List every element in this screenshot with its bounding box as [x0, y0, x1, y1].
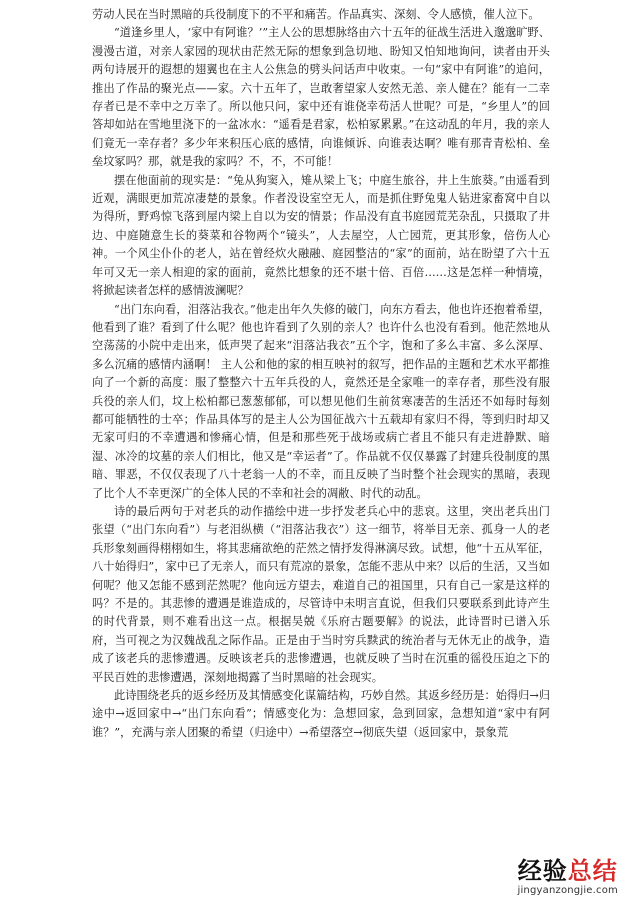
paragraph-2: “道逢乡里人，‘家中有阿谁？’”主人公的思想脉络由六十五年的征战生活进入邈邈旷野、漫漫古道，对亲人家园的现状由茫然无际的想象到急切地、盼知又怕知地询问，读者由开头两句诗展开的遐想的翅翼也在主人公焦急的劈头问话声中收束。一句“家中有阿谁”的追问，推出了作品的聚光点——家。六十五年了，岂敢奢望家人安然无恙、亲人健在？能有一二幸存者已是不幸中之万幸了。所以他只问，家中还有谁侥幸苟活人世呢？可是，“乡里人”的回答却如站在雪地里浇下的一盆冰水：“遥看是君家，松柏冢累累。”在这动乱的年月，我的亲人们竟无一幸存者？多少年来积压心底的感情，向谁倾诉、向谁表达啊？唯有那青青松柏、垒垒坟冢吗？那，就是我的家吗？不，不，不可能！ — [92, 26, 550, 169]
paragraph-3: 摆在他面前的现实是：“兔从狗窦入，雉从梁上飞；中庭生旅谷，井上生旅葵。”由遥看到近观，满眼更加荒凉凄楚的景象。作者没设室空无人，而是抓住野兔鬼人钻进家畜窝中自以为得所，野鸡惊飞落到屋内梁上自以为安的情景；作品没有直书庭园荒芜杂乱，只摄取了井边、中庭随意生长的葵菜和谷物两个“镜头”，人去屋空，人亡园荒，更其形象，倍伤人心神。一个风尘仆仆的老人，站在曾经炊火融融、庭园整洁的“家”的面前，站在盼望了六十五年可又无一亲人相迎的家的面前，竟然比想象的还不堪十倍、百倍……这是怎样一种情境，将掀起读者怎样的感情波澜呢？ — [92, 173, 550, 298]
paragraph-5: 诗的最后两句于对老兵的动作描绘中进一步抒发老兵心中的悲哀。这里，突出老兵出门张望（“出门东向看”）与老泪纵横（“泪落沾我衣”）这一细节，将举目无亲、孤身一人的老兵形象刻画得栩栩如生，将其悲痛欲绝的茫然之情抒发得淋漓尽致。试想，他“十五从军征，八十始得归”，家中已了无亲人，而只有荒凉的景象，怎能不悲从中来？以后的生活，又当如何呢？他又怎能不感到茫然呢？他向远方望去，难道自己的祖国里，只有自己一家是这样的吗？不是的。其悲惨的遭遇是谁造成的，尽管诗中未明言直说，但我们只要联系到此诗产生的时代背景，则不难看出这一点。根据吴兢《乐府古题要解》的说法，此诗晋时已谱入乐府，当可视之为汉魏战乱之际作品。正是由于当时穷兵黩武的统治者与无休无止的战争，造成了该老兵的悲惨遭遇。反映该老兵的悲惨遭遇，也就反映了当时在沉重的徭役压迫之下的平民百姓的悲惨遭遇，深刻地揭露了当时黑暗的社会现实。 — [92, 504, 550, 684]
watermark-url: jingyanzongjie.com — [517, 885, 618, 896]
paragraph-6: 此诗围绕老兵的返乡经历及其情感变化谋篇结构，巧妙自然。其返乡经历是：始得归→归途中→返回家中→“出门东向看”；情感变化为：急想回家，急到回家，急想知道“家中有阿谁？”，充满与亲人团聚的希望（归途中）→希望落空→彻底失望（返回家中，景象荒 — [92, 689, 550, 739]
document-body — [92, 6, 550, 742]
watermark-brand — [517, 857, 618, 885]
paragraph-4: “出门东向看，泪落沾我衣。”他走出年久失修的破门，向东方看去，他也许还抱着希望，他看到了谁？看到了什么呢？他也许看到了久别的亲人？也许什么也没有看到。他茫然地从空荡荡的小院中走出来，低声哭了起来“泪落沾我衣”五个字，饱和了多么丰富、多么深厚、多么沉痛的感情内涵啊！ 主人公和他的家的相互映衬的叙写，把作品的主题和艺术水平都推向了一个新的高度：服了整整六十五年兵役的人，竟然还是全家唯一的幸存者，那些没有服兵役的亲人们，坟上松柏都已葱葱郁郁，可以想见他们生前贫寒凄苦的生活还不如每时每刻都可能牺牲的士卒；作品具体写的是主人公为国征战六十五载却有家归不得，等到归时却又无家可归的不幸遭遇和惨痛心情，但是和那些死于战场或病亡者且不能只有走进静默、暗湿、冰冷的坟墓的亲人们相比，他又是“幸运者”了。作品就不仅仅暴露了封建兵役制度的黑暗、罪恶，不仅仅表现了八十老翁一人的不幸，而且反映了当时整个社会现实的黑暗，表现了比个人不幸更深广的全体人民的不幸和社会的凋敝、时代的动乱。 — [92, 302, 550, 500]
paragraph-1: 劳动人民在当时黑暗的兵役制度下的不平和痛苦。作品真实、深刻、令人感愤，催人泣下。 — [92, 8, 540, 21]
watermark-brand-right: 总结 — [567, 857, 618, 885]
watermark-brand-left: 经验 — [517, 857, 568, 885]
site-watermark — [517, 857, 618, 897]
